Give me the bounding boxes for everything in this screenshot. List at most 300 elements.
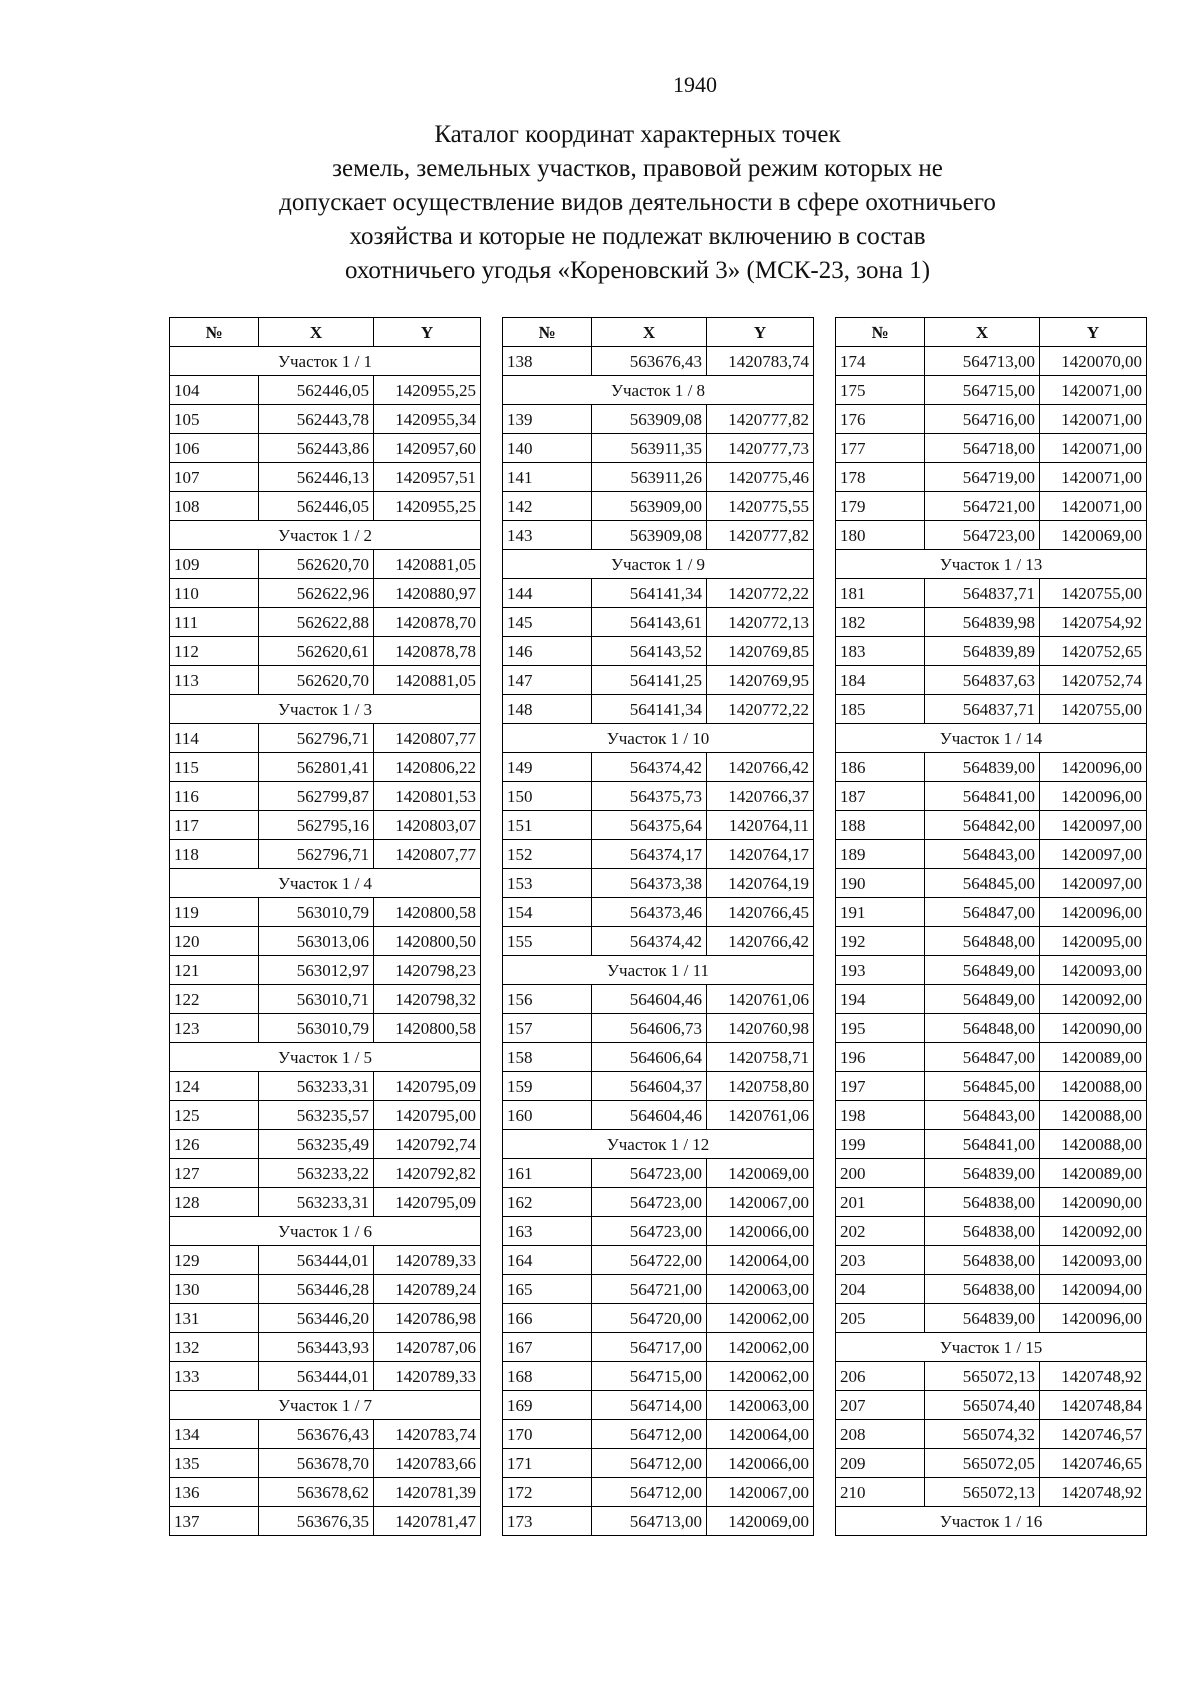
section-label: Участок 1 / 15 bbox=[836, 1333, 1147, 1362]
coord-x: 564606,64 bbox=[592, 1043, 707, 1072]
coord-y: 1420748,92 bbox=[1040, 1362, 1147, 1391]
table-row bbox=[836, 1159, 1147, 1188]
title-line: охотничьего угодья «Кореновский 3» (МСК-23, зона 1) bbox=[344, 257, 931, 284]
section-label: Участок 1 / 7 bbox=[170, 1391, 481, 1420]
point-number: 161 bbox=[503, 1159, 592, 1188]
coord-x: 564141,25 bbox=[592, 666, 707, 695]
point-number: 115 bbox=[170, 753, 259, 782]
table-row bbox=[503, 608, 814, 637]
title-line: допускает осуществление видов деятельности в сфере охотничьего bbox=[279, 189, 996, 216]
table-row bbox=[170, 1101, 481, 1130]
section-row bbox=[503, 550, 814, 579]
point-number: 112 bbox=[170, 637, 259, 666]
coord-x: 563233,31 bbox=[259, 1188, 374, 1217]
coord-x: 563909,08 bbox=[592, 521, 707, 550]
coord-y: 1420071,00 bbox=[1040, 376, 1147, 405]
table-row bbox=[836, 579, 1147, 608]
coord-y: 1420789,33 bbox=[374, 1246, 481, 1275]
table-row bbox=[836, 405, 1147, 434]
table-row bbox=[503, 869, 814, 898]
table-row bbox=[503, 1420, 814, 1449]
table-row bbox=[836, 695, 1147, 724]
table-header-row bbox=[836, 318, 1147, 347]
coord-x: 562799,87 bbox=[259, 782, 374, 811]
table-row bbox=[170, 898, 481, 927]
coord-x: 562796,71 bbox=[259, 724, 374, 753]
coord-y: 1420064,00 bbox=[707, 1246, 814, 1275]
coord-x: 563909,08 bbox=[592, 405, 707, 434]
coord-x: 564712,00 bbox=[592, 1420, 707, 1449]
coord-x: 562443,86 bbox=[259, 434, 374, 463]
coord-y: 1420800,50 bbox=[374, 927, 481, 956]
table-row bbox=[170, 1014, 481, 1043]
point-number: 136 bbox=[170, 1478, 259, 1507]
coord-y: 1420761,06 bbox=[707, 985, 814, 1014]
coord-y: 1420803,07 bbox=[374, 811, 481, 840]
coord-y: 1420766,37 bbox=[707, 782, 814, 811]
point-number: 177 bbox=[836, 434, 925, 463]
point-number: 204 bbox=[836, 1275, 925, 1304]
coord-y: 1420806,22 bbox=[374, 753, 481, 782]
table-row bbox=[503, 405, 814, 434]
table-row bbox=[503, 811, 814, 840]
point-number: 144 bbox=[503, 579, 592, 608]
coord-y: 1420071,00 bbox=[1040, 492, 1147, 521]
coord-y: 1420088,00 bbox=[1040, 1101, 1147, 1130]
table-header-row bbox=[170, 318, 481, 347]
point-number: 126 bbox=[170, 1130, 259, 1159]
table-row bbox=[170, 637, 481, 666]
table-row bbox=[503, 1507, 814, 1536]
point-number: 199 bbox=[836, 1130, 925, 1159]
coord-y: 1420764,19 bbox=[707, 869, 814, 898]
coord-y: 1420062,00 bbox=[707, 1304, 814, 1333]
section-row bbox=[170, 1391, 481, 1420]
coord-x: 564847,00 bbox=[925, 1043, 1040, 1072]
coord-x: 562622,88 bbox=[259, 608, 374, 637]
table-row bbox=[836, 434, 1147, 463]
coord-y: 1420092,00 bbox=[1040, 985, 1147, 1014]
table-row bbox=[836, 1246, 1147, 1275]
point-number: 197 bbox=[836, 1072, 925, 1101]
coord-y: 1420758,71 bbox=[707, 1043, 814, 1072]
table-row bbox=[836, 347, 1147, 376]
coord-y: 1420746,65 bbox=[1040, 1449, 1147, 1478]
coord-y: 1420792,82 bbox=[374, 1159, 481, 1188]
table-row bbox=[170, 1275, 481, 1304]
coord-y: 1420789,24 bbox=[374, 1275, 481, 1304]
coord-x: 563446,28 bbox=[259, 1275, 374, 1304]
coord-y: 1420067,00 bbox=[707, 1478, 814, 1507]
point-number: 149 bbox=[503, 753, 592, 782]
coord-y: 1420795,09 bbox=[374, 1188, 481, 1217]
coord-y: 1420062,00 bbox=[707, 1333, 814, 1362]
coord-y: 1420096,00 bbox=[1040, 1304, 1147, 1333]
coord-y: 1420775,46 bbox=[707, 463, 814, 492]
table-row bbox=[836, 1478, 1147, 1507]
point-number: 184 bbox=[836, 666, 925, 695]
coord-y: 1420089,00 bbox=[1040, 1043, 1147, 1072]
coord-y: 1420800,58 bbox=[374, 898, 481, 927]
coord-x: 563233,31 bbox=[259, 1072, 374, 1101]
section-row bbox=[836, 1507, 1147, 1536]
table-row bbox=[170, 608, 481, 637]
point-number: 123 bbox=[170, 1014, 259, 1043]
coord-x: 564723,00 bbox=[592, 1217, 707, 1246]
table-row bbox=[503, 695, 814, 724]
coord-x: 564723,00 bbox=[592, 1188, 707, 1217]
point-number: 203 bbox=[836, 1246, 925, 1275]
coord-y: 1420063,00 bbox=[707, 1391, 814, 1420]
table-row bbox=[503, 434, 814, 463]
point-number: 147 bbox=[503, 666, 592, 695]
section-row bbox=[503, 376, 814, 405]
header-x: X bbox=[259, 318, 374, 347]
title-line: хозяйства и которые не подлежат включению в состав bbox=[349, 223, 926, 250]
coord-y: 1420071,00 bbox=[1040, 463, 1147, 492]
section-label: Участок 1 / 1 bbox=[170, 347, 481, 376]
coord-y: 1420881,05 bbox=[374, 550, 481, 579]
point-number: 134 bbox=[170, 1420, 259, 1449]
table-row bbox=[170, 405, 481, 434]
coord-y: 1420752,74 bbox=[1040, 666, 1147, 695]
coord-y: 1420769,85 bbox=[707, 637, 814, 666]
point-number: 180 bbox=[836, 521, 925, 550]
point-number: 207 bbox=[836, 1391, 925, 1420]
table-row bbox=[503, 1391, 814, 1420]
coord-x: 562622,96 bbox=[259, 579, 374, 608]
point-number: 153 bbox=[503, 869, 592, 898]
coord-y: 1420798,32 bbox=[374, 985, 481, 1014]
coord-x: 564847,00 bbox=[925, 898, 1040, 927]
coord-x: 564717,00 bbox=[592, 1333, 707, 1362]
section-label: Участок 1 / 6 bbox=[170, 1217, 481, 1246]
point-number: 111 bbox=[170, 608, 259, 637]
coord-y: 1420881,05 bbox=[374, 666, 481, 695]
table-row bbox=[503, 1043, 814, 1072]
coord-x: 564715,00 bbox=[592, 1362, 707, 1391]
point-number: 188 bbox=[836, 811, 925, 840]
point-number: 209 bbox=[836, 1449, 925, 1478]
point-number: 148 bbox=[503, 695, 592, 724]
point-number: 158 bbox=[503, 1043, 592, 1072]
coord-y: 1420786,98 bbox=[374, 1304, 481, 1333]
table-row bbox=[170, 1246, 481, 1275]
coord-x: 564720,00 bbox=[592, 1304, 707, 1333]
coord-x: 564375,73 bbox=[592, 782, 707, 811]
coord-y: 1420066,00 bbox=[707, 1217, 814, 1246]
table-row bbox=[836, 1217, 1147, 1246]
coord-y: 1420097,00 bbox=[1040, 811, 1147, 840]
coord-y: 1420878,78 bbox=[374, 637, 481, 666]
coord-y: 1420094,00 bbox=[1040, 1275, 1147, 1304]
point-number: 172 bbox=[503, 1478, 592, 1507]
coord-y: 1420801,53 bbox=[374, 782, 481, 811]
point-number: 163 bbox=[503, 1217, 592, 1246]
coord-x: 564141,34 bbox=[592, 579, 707, 608]
coord-x: 563678,70 bbox=[259, 1449, 374, 1478]
section-row bbox=[170, 695, 481, 724]
point-number: 137 bbox=[170, 1507, 259, 1536]
coordinates-table-2 bbox=[502, 317, 814, 1536]
coord-y: 1420755,00 bbox=[1040, 579, 1147, 608]
coord-x: 564839,00 bbox=[925, 753, 1040, 782]
point-number: 192 bbox=[836, 927, 925, 956]
table-row bbox=[170, 927, 481, 956]
table-row bbox=[503, 1478, 814, 1507]
point-number: 181 bbox=[836, 579, 925, 608]
section-row bbox=[503, 1130, 814, 1159]
coord-x: 562443,78 bbox=[259, 405, 374, 434]
coord-y: 1420766,42 bbox=[707, 753, 814, 782]
coord-y: 1420766,42 bbox=[707, 927, 814, 956]
coord-y: 1420777,82 bbox=[707, 405, 814, 434]
coord-x: 564373,38 bbox=[592, 869, 707, 898]
coord-y: 1420748,92 bbox=[1040, 1478, 1147, 1507]
point-number: 186 bbox=[836, 753, 925, 782]
coord-x: 564375,64 bbox=[592, 811, 707, 840]
table-row bbox=[503, 1101, 814, 1130]
coord-y: 1420957,60 bbox=[374, 434, 481, 463]
coord-y: 1420789,33 bbox=[374, 1362, 481, 1391]
table-row bbox=[836, 492, 1147, 521]
section-label: Участок 1 / 5 bbox=[170, 1043, 481, 1072]
coord-y: 1420764,11 bbox=[707, 811, 814, 840]
coord-x: 564838,00 bbox=[925, 1246, 1040, 1275]
coord-x: 564848,00 bbox=[925, 1014, 1040, 1043]
point-number: 210 bbox=[836, 1478, 925, 1507]
point-number: 195 bbox=[836, 1014, 925, 1043]
point-number: 162 bbox=[503, 1188, 592, 1217]
table-row bbox=[836, 1188, 1147, 1217]
section-row bbox=[836, 724, 1147, 753]
point-number: 124 bbox=[170, 1072, 259, 1101]
coord-y: 1420088,00 bbox=[1040, 1072, 1147, 1101]
table-row bbox=[836, 521, 1147, 550]
table-row bbox=[170, 1333, 481, 1362]
point-number: 171 bbox=[503, 1449, 592, 1478]
point-number: 168 bbox=[503, 1362, 592, 1391]
table-row bbox=[836, 1304, 1147, 1333]
section-label: Участок 1 / 4 bbox=[170, 869, 481, 898]
coord-x: 564838,00 bbox=[925, 1275, 1040, 1304]
section-label: Участок 1 / 11 bbox=[503, 956, 814, 985]
coord-x: 564721,00 bbox=[592, 1275, 707, 1304]
coord-x: 564723,00 bbox=[925, 521, 1040, 550]
coord-x: 564839,00 bbox=[925, 1304, 1040, 1333]
point-number: 109 bbox=[170, 550, 259, 579]
coord-x: 563235,49 bbox=[259, 1130, 374, 1159]
coord-y: 1420955,34 bbox=[374, 405, 481, 434]
coord-x: 564716,00 bbox=[925, 405, 1040, 434]
coord-x: 562446,05 bbox=[259, 376, 374, 405]
coord-y: 1420093,00 bbox=[1040, 1246, 1147, 1275]
section-label: Участок 1 / 2 bbox=[170, 521, 481, 550]
point-number: 169 bbox=[503, 1391, 592, 1420]
coord-x: 564604,46 bbox=[592, 1101, 707, 1130]
section-row bbox=[503, 724, 814, 753]
point-number: 130 bbox=[170, 1275, 259, 1304]
table-row bbox=[503, 1449, 814, 1478]
coord-x: 562446,13 bbox=[259, 463, 374, 492]
coord-y: 1420096,00 bbox=[1040, 753, 1147, 782]
table-row bbox=[836, 1391, 1147, 1420]
coord-x: 564713,00 bbox=[592, 1507, 707, 1536]
table-row bbox=[836, 811, 1147, 840]
coord-y: 1420092,00 bbox=[1040, 1217, 1147, 1246]
table-row bbox=[170, 1362, 481, 1391]
coord-x: 563010,71 bbox=[259, 985, 374, 1014]
table-row bbox=[170, 1304, 481, 1333]
point-number: 183 bbox=[836, 637, 925, 666]
point-number: 154 bbox=[503, 898, 592, 927]
table-row bbox=[503, 347, 814, 376]
table-row bbox=[170, 376, 481, 405]
table-row bbox=[503, 927, 814, 956]
coord-y: 1420783,66 bbox=[374, 1449, 481, 1478]
coord-y: 1420096,00 bbox=[1040, 782, 1147, 811]
coord-y: 1420754,92 bbox=[1040, 608, 1147, 637]
point-number: 182 bbox=[836, 608, 925, 637]
coord-x: 564841,00 bbox=[925, 782, 1040, 811]
point-number: 208 bbox=[836, 1420, 925, 1449]
point-number: 167 bbox=[503, 1333, 592, 1362]
point-number: 140 bbox=[503, 434, 592, 463]
point-number: 145 bbox=[503, 608, 592, 637]
coord-y: 1420955,25 bbox=[374, 492, 481, 521]
table-row bbox=[503, 985, 814, 1014]
point-number: 191 bbox=[836, 898, 925, 927]
table-row bbox=[836, 1014, 1147, 1043]
coordinates-table-3 bbox=[835, 317, 1147, 1536]
header-y: Y bbox=[707, 318, 814, 347]
point-number: 152 bbox=[503, 840, 592, 869]
coord-x: 563676,35 bbox=[259, 1507, 374, 1536]
coord-x: 563010,79 bbox=[259, 1014, 374, 1043]
table-row bbox=[170, 840, 481, 869]
coord-x: 563012,97 bbox=[259, 956, 374, 985]
point-number: 128 bbox=[170, 1188, 259, 1217]
table-row bbox=[503, 840, 814, 869]
coord-y: 1420764,17 bbox=[707, 840, 814, 869]
coord-y: 1420957,51 bbox=[374, 463, 481, 492]
point-number: 142 bbox=[503, 492, 592, 521]
section-row bbox=[170, 1217, 481, 1246]
coord-x: 563446,20 bbox=[259, 1304, 374, 1333]
table-row bbox=[503, 1304, 814, 1333]
table-row bbox=[503, 579, 814, 608]
point-number: 133 bbox=[170, 1362, 259, 1391]
coord-y: 1420761,06 bbox=[707, 1101, 814, 1130]
point-number: 174 bbox=[836, 347, 925, 376]
coord-x: 563676,43 bbox=[592, 347, 707, 376]
coord-x: 563444,01 bbox=[259, 1362, 374, 1391]
coord-y: 1420070,00 bbox=[1040, 347, 1147, 376]
table-row bbox=[503, 898, 814, 927]
table-row bbox=[836, 782, 1147, 811]
header-number: № bbox=[170, 318, 259, 347]
point-number: 164 bbox=[503, 1246, 592, 1275]
header-x: X bbox=[592, 318, 707, 347]
coord-x: 562801,41 bbox=[259, 753, 374, 782]
header-y: Y bbox=[374, 318, 481, 347]
point-number: 193 bbox=[836, 956, 925, 985]
table-row bbox=[503, 1159, 814, 1188]
table-row bbox=[503, 666, 814, 695]
table-row bbox=[503, 1246, 814, 1275]
coord-y: 1420063,00 bbox=[707, 1275, 814, 1304]
coord-x: 565074,40 bbox=[925, 1391, 1040, 1420]
point-number: 165 bbox=[503, 1275, 592, 1304]
point-number: 185 bbox=[836, 695, 925, 724]
point-number: 157 bbox=[503, 1014, 592, 1043]
coord-x: 563443,93 bbox=[259, 1333, 374, 1362]
point-number: 198 bbox=[836, 1101, 925, 1130]
table-row bbox=[836, 1072, 1147, 1101]
coord-x: 564837,71 bbox=[925, 579, 1040, 608]
coord-y: 1420066,00 bbox=[707, 1449, 814, 1478]
point-number: 194 bbox=[836, 985, 925, 1014]
coord-y: 1420089,00 bbox=[1040, 1159, 1147, 1188]
coord-x: 564715,00 bbox=[925, 376, 1040, 405]
coord-x: 563676,43 bbox=[259, 1420, 374, 1449]
coord-x: 564722,00 bbox=[592, 1246, 707, 1275]
coord-x: 562446,05 bbox=[259, 492, 374, 521]
table-row bbox=[170, 434, 481, 463]
table-row bbox=[170, 811, 481, 840]
coord-y: 1420955,25 bbox=[374, 376, 481, 405]
table-row bbox=[170, 666, 481, 695]
coord-x: 564606,73 bbox=[592, 1014, 707, 1043]
coord-x: 564849,00 bbox=[925, 956, 1040, 985]
coord-x: 564604,37 bbox=[592, 1072, 707, 1101]
table-header-row bbox=[503, 318, 814, 347]
table-row bbox=[503, 1014, 814, 1043]
point-number: 110 bbox=[170, 579, 259, 608]
coord-y: 1420772,13 bbox=[707, 608, 814, 637]
coord-x: 562796,71 bbox=[259, 840, 374, 869]
coord-x: 564837,63 bbox=[925, 666, 1040, 695]
coord-y: 1420795,09 bbox=[374, 1072, 481, 1101]
coord-y: 1420755,00 bbox=[1040, 695, 1147, 724]
coord-y: 1420800,58 bbox=[374, 1014, 481, 1043]
coord-x: 563444,01 bbox=[259, 1246, 374, 1275]
coord-y: 1420071,00 bbox=[1040, 434, 1147, 463]
coord-x: 564143,52 bbox=[592, 637, 707, 666]
table-row bbox=[836, 608, 1147, 637]
coord-y: 1420752,65 bbox=[1040, 637, 1147, 666]
coord-x: 563010,79 bbox=[259, 898, 374, 927]
section-row bbox=[836, 1333, 1147, 1362]
point-number: 135 bbox=[170, 1449, 259, 1478]
title-line: Каталог координат характерных точек bbox=[434, 121, 841, 148]
table-row bbox=[836, 376, 1147, 405]
point-number: 106 bbox=[170, 434, 259, 463]
point-number: 190 bbox=[836, 869, 925, 898]
coord-y: 1420781,39 bbox=[374, 1478, 481, 1507]
coord-x: 562620,70 bbox=[259, 550, 374, 579]
table-row bbox=[836, 1275, 1147, 1304]
coord-x: 564838,00 bbox=[925, 1217, 1040, 1246]
point-number: 132 bbox=[170, 1333, 259, 1362]
coord-x: 564845,00 bbox=[925, 869, 1040, 898]
table-row bbox=[836, 927, 1147, 956]
section-label: Участок 1 / 8 bbox=[503, 376, 814, 405]
coord-x: 563233,22 bbox=[259, 1159, 374, 1188]
point-number: 143 bbox=[503, 521, 592, 550]
coord-y: 1420090,00 bbox=[1040, 1188, 1147, 1217]
coord-x: 564374,42 bbox=[592, 753, 707, 782]
